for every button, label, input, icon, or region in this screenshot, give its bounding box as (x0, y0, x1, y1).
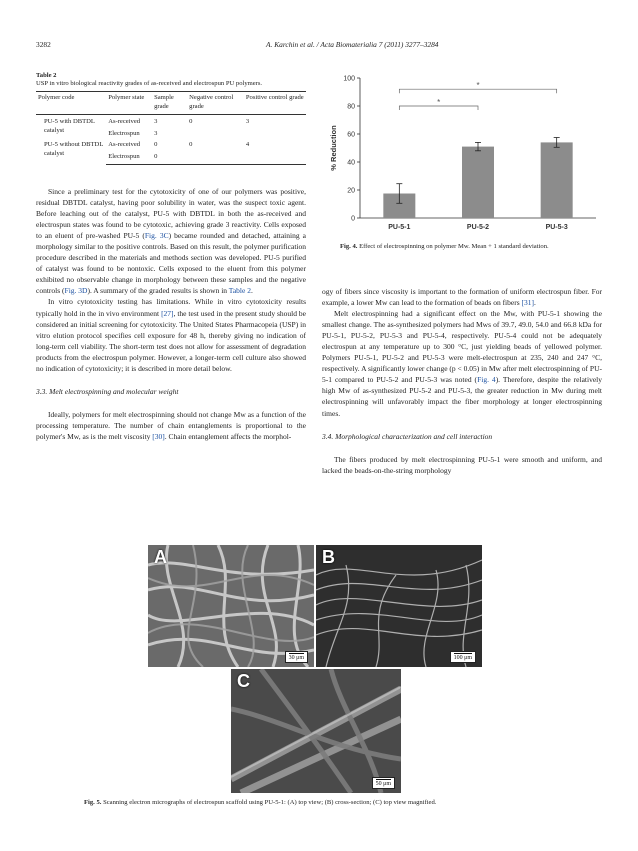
citation-link[interactable]: [31] (521, 298, 535, 308)
table-header-cell: Sample grade (152, 92, 187, 115)
table-cell (244, 150, 306, 165)
page-number: 3282 (36, 40, 51, 49)
fiber-texture (231, 669, 401, 793)
y-tick-label: 80 (347, 103, 355, 111)
table-cell: As-received (108, 118, 141, 125)
scale-text: 100 μm (453, 655, 472, 661)
y-tick-label: 100 (343, 75, 355, 83)
y-tick-label: 0 (351, 215, 355, 223)
table-header-cell: Negative control grade (187, 92, 244, 115)
table-reference-link[interactable]: Table 2 (228, 286, 251, 296)
table-row (36, 115, 306, 127)
table-cell (187, 127, 244, 139)
bar (541, 142, 573, 218)
text-run: Melt electrospinning had a significant effect on the Mw, with PU-5-1 showing the smallest change. The as-synthesized polymers had Mws of 39.7, 49.0, 54.0 and 66.8 kDa for PU-5-1, PU-5-2, PU-5-3 and PU-5-4, respectively. PU-5-4 could not be adequately electrospun at any temperature up to 300 °C, just yielding beads of yellowed polymer. Polymers PU-5-1, PU-5-2 and PU-5-3 were melt-electrospun at 235, 240 and 247 °C, respectively. A significantly lower change (p < 0.05) in Mw after melt electrospinning of PU-5-1 compared to PU-5-2 and PU-5-3 was noted ( (322, 309, 602, 385)
table-2 (36, 72, 306, 165)
panel-label: C (237, 671, 250, 691)
scale-text: 30 μm (288, 655, 304, 661)
figure-4-chart (326, 60, 602, 248)
x-tick-label: PU-5-3 (545, 224, 568, 231)
citation-link[interactable]: [27] (161, 308, 174, 318)
table-cell (244, 127, 306, 139)
paragraph (36, 296, 306, 373)
figure-5-caption (84, 799, 604, 806)
bar (462, 147, 494, 218)
figure-4-caption (340, 243, 602, 250)
text-run: . Chain entanglement affects the morphol- (164, 431, 292, 441)
table-cell: 0 (189, 141, 193, 148)
table-cell: As-received (108, 141, 141, 148)
table-cell: PU-5 without DBTDL catalyst (44, 141, 104, 157)
table-cell: PU-5 with DBTDL catalyst (44, 118, 95, 134)
text-run: ). A summary of the graded results is shown in (87, 286, 229, 296)
paragraph (322, 286, 602, 308)
text-run: . (534, 298, 536, 308)
text-run: ). Therefore, despite the relatively high Mw of as-synthesized PU-5-2 and PU-5-3, the greater reduction in Mw during melt electrospinning will unfavorably impact the fiber morphology at longer electrospinning times. (322, 375, 603, 418)
citation-link[interactable]: [30] (152, 431, 165, 441)
section-heading: 3.4. Morphological characterization and cell interaction (322, 431, 493, 441)
sem-panel-a (148, 545, 314, 667)
table-header-row (36, 92, 306, 115)
table-header-cell: Polymer code (36, 92, 106, 115)
table-caption: USP in vitro biological reactivity grades of as-received and electrospun PU polymers. (36, 80, 263, 87)
table-2-grid (36, 91, 306, 165)
text-run: . (250, 286, 253, 296)
table-header-cell: Positive control grade (244, 92, 306, 115)
table-cell: 0 (154, 141, 158, 148)
y-axis-label: % Reduction (329, 125, 338, 171)
sem-panel-c (231, 669, 401, 793)
paragraph (322, 308, 602, 418)
text-run: In vitro cytotoxicity testing has limitations. While in vitro cytotoxicity results typically hold in the in vivo environment (36, 297, 306, 318)
table-cell: 3 (154, 118, 158, 125)
significance-marker: * (476, 81, 480, 91)
figure-reference-link[interactable]: Fig. 3C (144, 231, 169, 241)
table-row (36, 138, 306, 150)
paragraph (36, 186, 306, 296)
text-run: , the test used in the present study should be considered an initial screening for cytotoxicity. The United States Pharmacopeia (USP) in vitro elution protocol specifies cell exposure for 48 h, thereby giving no indication of long-term cell viability. The short-term test does not allow for assessment of degradation products from the electrospun polymer. However, a longer-term cell culture also showed no indication of cytotoxicity; it is described in more detail below. (36, 308, 306, 373)
fiber-texture (316, 545, 482, 667)
left-text-column (36, 186, 306, 442)
y-tick-label: 40 (347, 159, 355, 167)
y-tick-label: 60 (347, 131, 355, 139)
table-cell: Electrospun (108, 129, 140, 137)
scale-bar (285, 651, 308, 664)
figure-label: Fig. 4. (340, 243, 358, 250)
table-header-cell: Polymer state (106, 92, 152, 115)
y-tick-label: 20 (347, 187, 355, 195)
journal-citation: A. Karchin et al. / Acta Biomaterialia 7 (2011) 3277–3284 (266, 40, 439, 49)
figure-reference-link[interactable]: Fig. 3D (64, 286, 88, 296)
figure-label: Fig. 5. (84, 799, 102, 806)
scale-bar (372, 777, 395, 790)
scale-text: 50 μm (375, 781, 391, 787)
table-cell: 4 (245, 141, 250, 148)
right-text-column (322, 286, 602, 476)
significance-marker: * (437, 98, 441, 107)
fiber-texture (148, 545, 314, 667)
text-run: Ideally, polymers for melt electrospinning should not change Mw as a function of the processing temperature. The number of chain entanglements is proportional to the polymer's Mw, as is the melt viscosity (36, 409, 306, 441)
text-run: ) became rounded and detached, attaining a morphology similar to the positive controls. Based on this result, the polymer purification procedure described in the materials and methods section was developed. PU-5 purified of catalyst was found to be nontoxic. Cells exposed to the eluent from this polymer exhibited no observable change in morphology between these samples and the negative controls ( (36, 231, 306, 296)
scale-bar (450, 651, 476, 664)
section-heading: 3.3. Melt electrospinning and molecular weight (36, 386, 179, 396)
table-cell: 3 (154, 129, 158, 137)
table-cell: 3 (245, 118, 250, 125)
x-tick-label: PU-5-2 (466, 224, 490, 231)
table-title: Table 2 (36, 72, 57, 79)
figure-caption-text: Scanning electron micrographs of electrospun scaffold using PU-5-1: (A) top view; (B) cross-section; (C) top view magnified. (103, 799, 437, 806)
x-tick-label: PU-5-1 (388, 224, 411, 231)
panel-label: B (322, 547, 335, 567)
paragraph (322, 454, 602, 476)
text-run: The fibers produced by melt electrospinning PU-5-1 were smooth and uniform, and lacked the beads-on-the-string morphology (322, 454, 602, 475)
table-cell: 0 (152, 150, 187, 165)
sem-panel-b (316, 545, 482, 667)
table-cell: Electrospun (106, 150, 152, 165)
text-run: Since a preliminary test for the cytotoxicity of one of our polymers was positive, residual DBTDL catalyst, having poor solubility in water, was the suspect toxic agent. Before leaching out of the catalyst, PU-5 with DBTDL in both the as-received and electrospun states was found to be cytotoxic, achieving grade 3 reactivity. Cells exposed to an eluent of pre-washed PU-5 ( (36, 187, 306, 241)
panel-label: A (154, 547, 167, 567)
figure-caption-text: Effect of electrospinning on polymer Mw. Mean + 1 standard deviation. (359, 243, 549, 250)
bar-chart-svg (326, 60, 602, 248)
page-header (36, 40, 602, 52)
figure-reference-link[interactable]: Fig. 4 (477, 375, 496, 385)
table-cell: 0 (189, 118, 193, 125)
paragraph (36, 409, 306, 442)
table-cell (187, 150, 244, 165)
text-run: ogy of fibers since viscosity is important to the formation of uniform electrospun fiber. For example, a lower Mw can lead to the formation of beads on fibers (322, 287, 602, 308)
